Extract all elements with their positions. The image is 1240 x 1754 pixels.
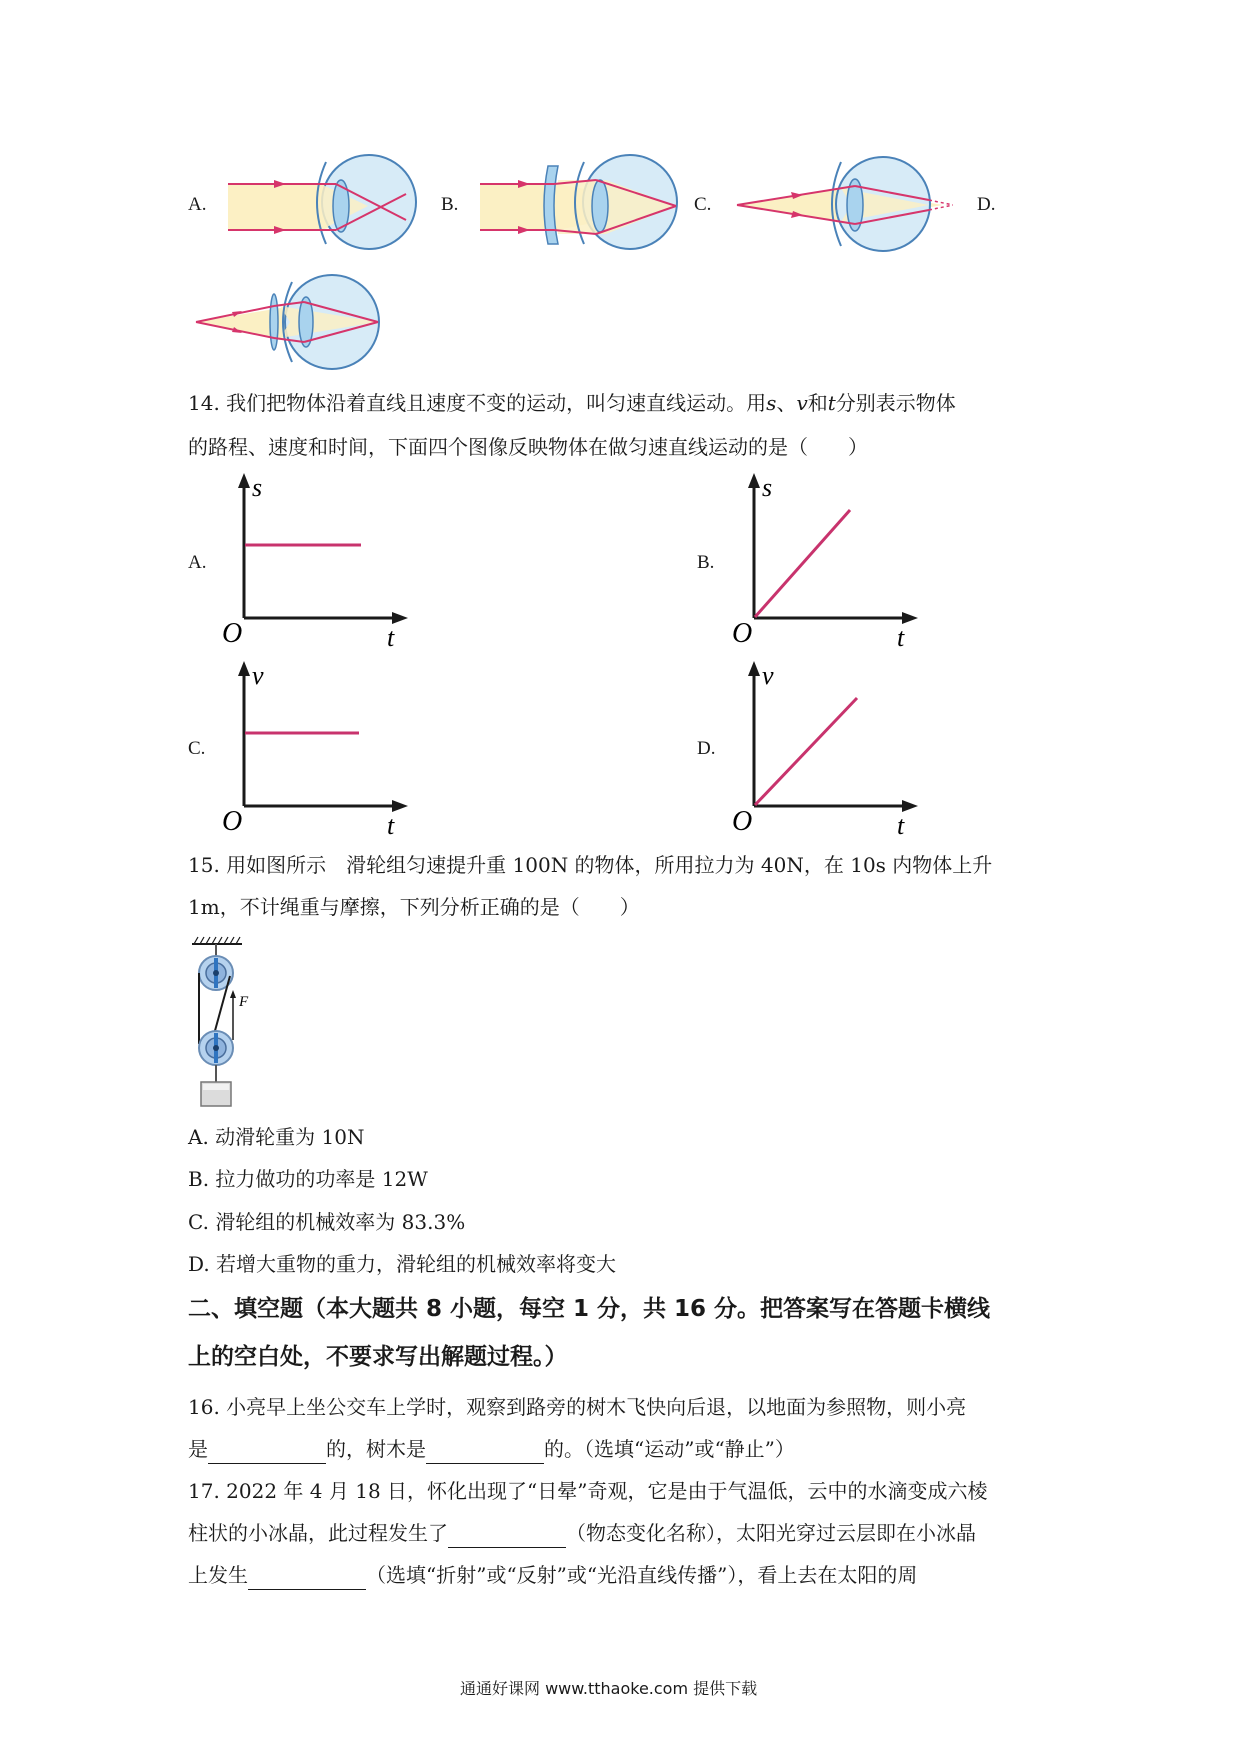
q15-option-b [188,1164,428,1194]
q15-option-d-letter: D. [188,1252,210,1276]
q14-graph-b [724,470,924,650]
q17-text-a: 柱状的小冰晶，此过程发生了 [188,1521,448,1545]
q13-option-c-letter: C. [694,194,712,215]
q16-blank-1[interactable] [208,1441,326,1464]
q15-option-d-text: 若增大重物的重力，滑轮组的机械效率将变大 [216,1252,617,1276]
q16-line1: 16. 小亮早上坐公交车上学时，观察到路旁的树木飞快向后退，以地面为参照物，则小亮 [188,1395,967,1419]
q17-text-d: （选填“折射”或“反射”或“光沿直线传播”），看上去在太阳的周 [366,1563,918,1587]
q13-eye-diagram-d [192,272,392,376]
q14-graph-d-xlabel: t [897,811,905,838]
q13-option-b-letter: B. [441,194,459,215]
q14-var-v: v [796,391,808,415]
q13-eye-diagram-a [226,148,426,252]
q13-option-a-letter: A. [188,194,207,215]
q14-number: 14. [188,391,220,415]
q17-line2 [188,1518,976,1548]
q16-text-b: 的，树木是 [326,1437,426,1461]
q15-pulley-diagram [190,936,270,1110]
q14-var-t: t [827,391,836,415]
q14-text-a: 我们把物体沿着直线且速度不变的运动，叫匀速直线运动。用 [226,391,767,415]
q14-graph-c-origin: O [222,806,243,837]
q15-force-label: F [239,994,249,1010]
q14-stem-line2: 的路程、速度和时间，下面四个图像反映物体在做匀速直线运动的是（ ） [188,435,868,459]
q16-blank-2[interactable] [426,1441,544,1464]
q15-option-c-text: 滑轮组的机械效率为 83.3% [215,1210,466,1234]
q14-graph-c-xlabel: t [387,811,395,838]
q14-graph-a-ylabel: s [252,473,263,502]
q13-option-d-letter: D. [977,194,996,215]
q14-graph-d-ylabel: v [762,661,774,690]
q14-graph-b-ylabel: s [762,473,773,502]
q14-graph-d-letter: D. [697,738,716,759]
q14-graph-c-ylabel: v [252,661,264,690]
q15-option-d [188,1249,616,1279]
q15-number: 15. [188,853,220,877]
q17-blank-2[interactable] [248,1567,366,1590]
q14-graph-a-xlabel: t [387,623,395,650]
q17-line1: 17. 2022 年 4 月 18 日，怀化出现了“日晕”奇观，它是由于气温低，云中的水滴变成六棱 [188,1479,988,1503]
q16-line2 [188,1434,795,1464]
q17-text-c: 上发生 [188,1563,248,1587]
q14-text-c: 分别表示物体 [835,391,956,415]
q15-option-c-letter: C. [188,1210,209,1234]
q14-graph-c-letter: C. [188,738,206,759]
q14-text-b: 和 [807,391,828,415]
q15-option-a-letter: A. [188,1125,209,1149]
q15-option-b-letter: B. [188,1167,210,1191]
q15-option-a-text: 动滑轮重为 10N [215,1125,365,1149]
q14-graph-b-xlabel: t [897,623,905,650]
q14-graph-d-origin: O [732,806,753,837]
q16-text-a: 是 [188,1437,208,1461]
q14-graph-a-letter: A. [188,552,207,573]
q13-eye-diagram-c [733,150,953,254]
q17-text-b: （物态变化名称），太阳光穿过云层即在小冰晶 [566,1521,976,1545]
q17-line3 [188,1560,917,1590]
q14-var-s: s [766,391,777,415]
q14-graph-b-letter: B. [697,552,715,573]
q15-line1-text: 用如图所示 滑轮组匀速提升重 100N 的物体，所用拉力为 40N，在 10s 内物体上升 [226,853,993,877]
section2-heading-line2: 上的空白处，不要求写出解题过程。） [188,1344,568,1370]
q14-graph-b-origin: O [732,618,753,649]
q15-option-c [188,1207,465,1237]
q14-graph-d [724,658,924,838]
q14-sep: 、 [776,391,797,415]
section2-heading-line1: 二、填空题（本大题共 8 小题，每空 1 分，共 16 分。把答案写在答题卡横线 [188,1296,991,1322]
q15-stem-line1 [188,850,992,880]
q15-option-a [188,1122,364,1152]
page-footer: 通通好课网 www.tthaoke.com 提供下载 [460,1679,758,1698]
q16-text-c: 的。（选填“运动”或“静止”） [544,1437,795,1461]
q14-graph-a [214,470,414,650]
q14-graph-a-origin: O [222,618,243,649]
q13-eye-diagram-b [478,148,683,252]
q14-stem-line1 [188,388,956,418]
q17-blank-1[interactable] [448,1525,566,1548]
q15-stem-line2: 1m，不计绳重与摩擦，下列分析正确的是（ ） [188,895,640,919]
q15-option-b-text: 拉力做功的功率是 12W [215,1167,428,1191]
q14-graph-c [214,658,414,838]
